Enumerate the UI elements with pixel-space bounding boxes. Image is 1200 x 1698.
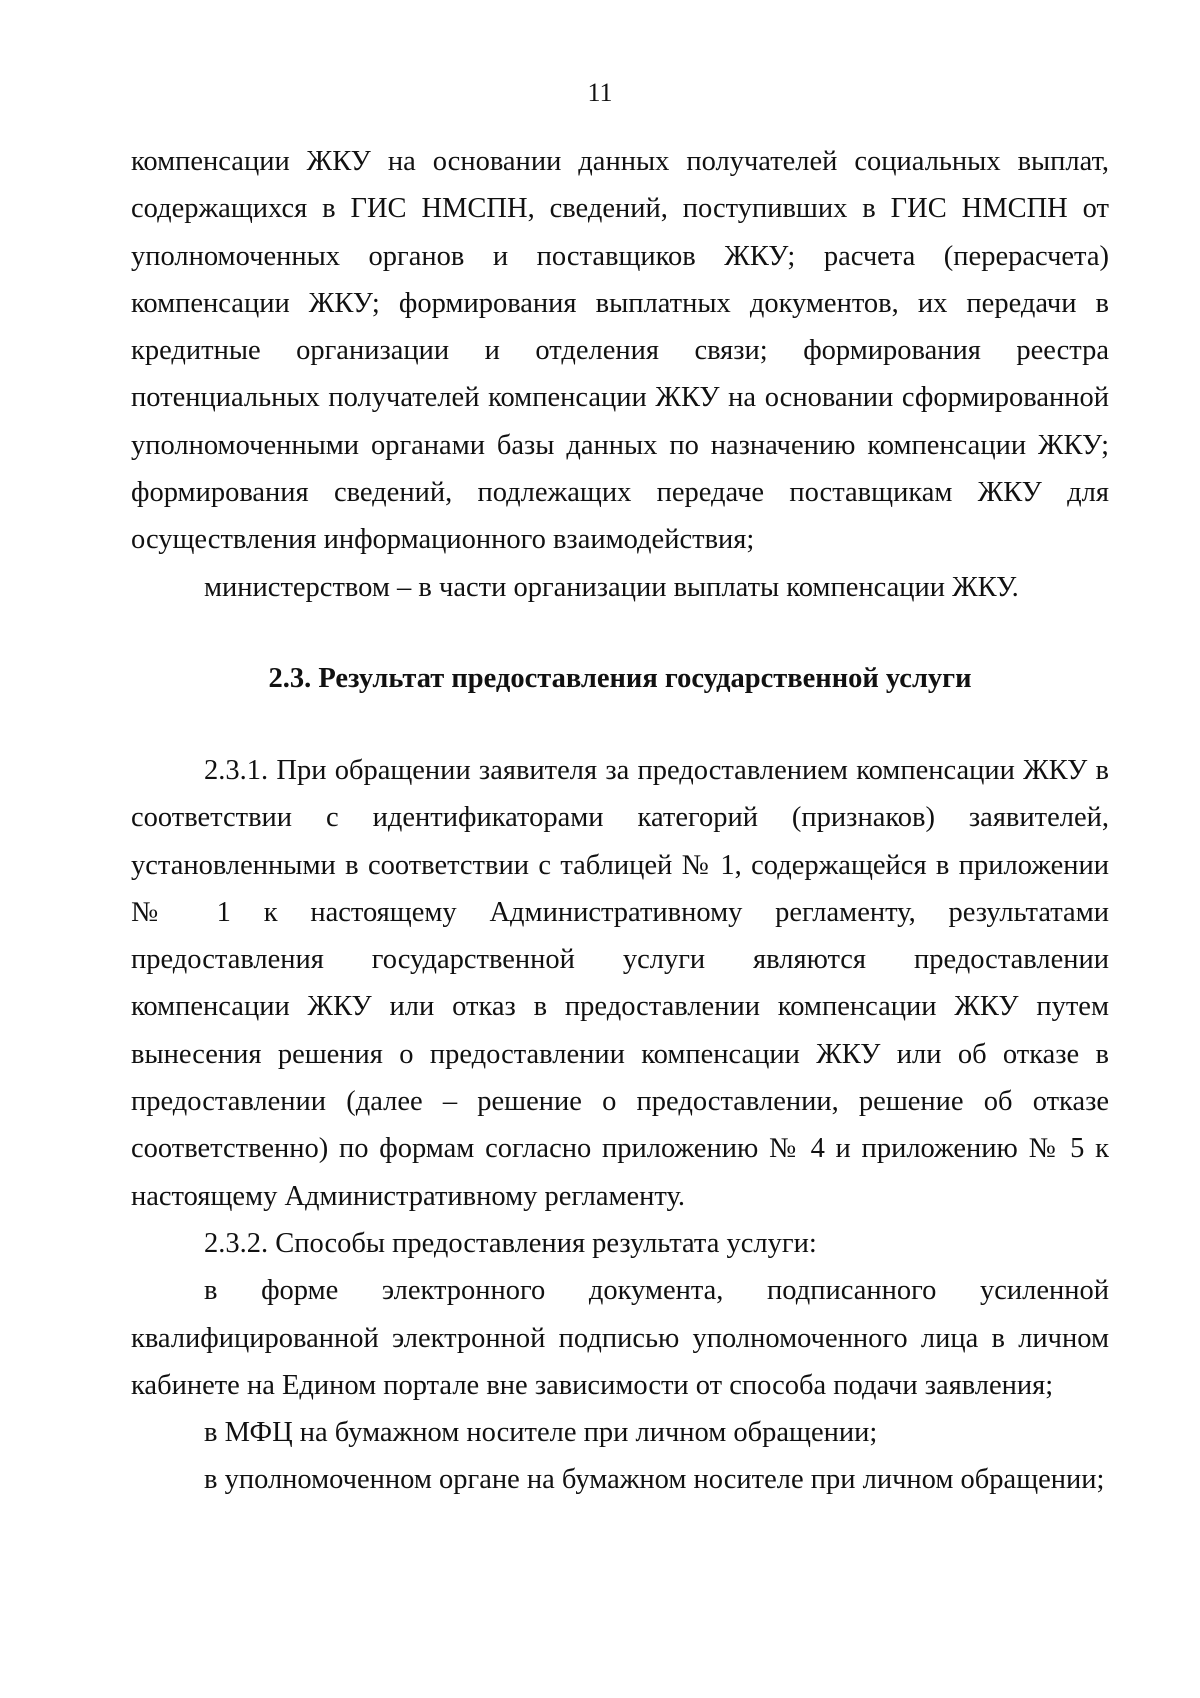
paragraph-2-3-2: 2.3.2. Способы предоставления результата услуги: [204, 1227, 817, 1259]
document-body [131, 138, 1109, 1504]
paragraph-continuation: компенсации ЖКУ на основании данных получателей социальных выплат, содержащихся в ГИС НМСПН, сведений, поступивших в ГИС НМСПН от уполномоченных органов и поставщиков ЖКУ; расчета (перерасчета) компенсации ЖКУ; формирования выплатных документов, их передачи в кредитные организации и отделения связи; формирования реестра потенциальных получателей компенсации ЖКУ на основании сформированной уполномоченными органами базы данных по назначению компенсации ЖКУ; формирования сведений, подлежащих передаче поставщикам ЖКУ для осуществления информационного взаимодействия; [131, 146, 1109, 556]
paragraph-mfc: в МФЦ на бумажном носителе при личном обращении; [204, 1417, 878, 1449]
paragraph-authorized-body: в уполномоченном органе на бумажном носителе при личном обращении; [204, 1464, 1105, 1496]
paragraph-ministry: министерством – в части организации выплаты компенсации ЖКУ. [204, 571, 1019, 603]
section-heading: 2.3. Результат предоставления государственной услуги [268, 662, 972, 694]
page-number: 11 [587, 78, 613, 107]
paragraph-2-3-1: 2.3.1. При обращении заявителя за предоставлением компенсации ЖКУ в соответствии с идентификаторами категорий (признаков) заявителей, установленными в соответствии с таблицей № 1, содержащейся в приложении № 1 к настоящему Административному регламенту, результатами предоставления государственной услуги являются предоставлении компенсации ЖКУ или отказ в предоставлении компенсации ЖКУ путем вынесения решения о предоставлении компенсации ЖКУ или об отказе в предоставлении (далее – решение о предоставлении, решение об отказе соответственно) по формам согласно приложению № 4 и приложению № 5 к настоящему Административному регламенту. [131, 754, 1109, 1212]
paragraph-electronic: в форме электронного документа, подписанного усиленной квалифицированной электронной подписью уполномоченного лица в личном кабинете на Едином портале вне зависимости от способа подачи заявления; [131, 1275, 1109, 1401]
